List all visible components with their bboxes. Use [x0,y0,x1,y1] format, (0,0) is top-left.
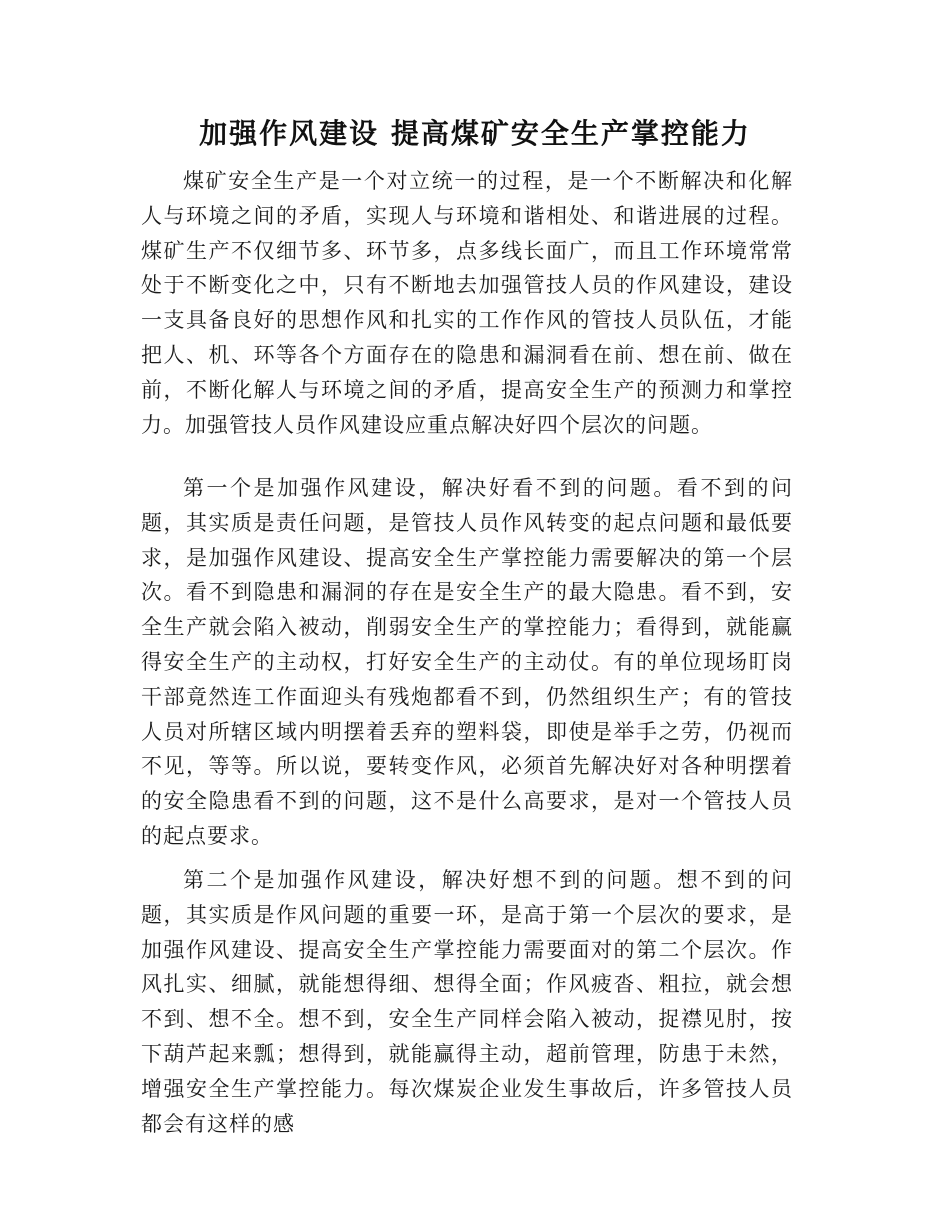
document-title: 加强作风建设 提高煤矿安全生产掌控能力 [199,117,751,150]
paragraph-first-level: 第一个是加强作风建设，解决好看不到的问题。看不到的问题，其实质是责任问题，是管技人员作风转变的起点问题和最低要求，是加强作风建设、提高安全生产掌控能力需要解决的第一个层次。看不到隐患和漏洞的存在是安全生产的最大隐患。看不到，安全生产就会陷入被动，削弱安全生产的掌控能力；看得到，就能赢得安全生产的主动权，打好安全生产的主动仗。有的单位现场盯岗干部竟然连工作面迎头有残炮都看不到，仍然组织生产；有的管技人员对所辖区域内明摆着丢弃的塑料袋，即使是举手之劳，仍视而不见，等等。所以说，要转变作风，必须首先解决好对各种明摆着的安全隐患看不到的问题，这不是什么高要求，是对一个管技人员的起点要求。 [141,476,793,848]
paragraph-intro: 煤矿安全生产是一个对立统一的过程，是一个不断解决和化解人与环境之间的矛盾，实现人与环境和谐相处、和谐进展的过程。煤矿生产不仅细节多、环节多，点多线长面广，而且工作环境常常处于不断变化之中，只有不断地去加强管技人员的作风建设，建设一支具备良好的思想作风和扎实的工作作风的管技人员队伍，才能把人、机、环等各个方面存在的隐患和漏洞看在前、想在前、做在前，不断化解人与环境之间的矛盾，提高安全生产的预测力和掌控力。加强管技人员作风建设应重点解决好四个层次的问题。 [141,169,793,437]
paragraph-second-level: 第二个是加强作风建设，解决好想不到的问题。想不到的问题，其实质是作风问题的重要一环，是高于第一个层次的要求，是加强作风建设、提高安全生产掌控能力需要面对的第二个层次。作风扎实、细腻，就能想得细、想得全面；作风疲沓、粗拉，就会想不到、想不全。想不到，安全生产同样会陷入被动，捉襟见肘，按下葫芦起来瓢；想得到，就能赢得主动，超前管理，防患于未然，增强安全生产掌控能力。每次煤炭企业发生事故后，许多管技人员都会有这样的感 [141,868,793,1136]
